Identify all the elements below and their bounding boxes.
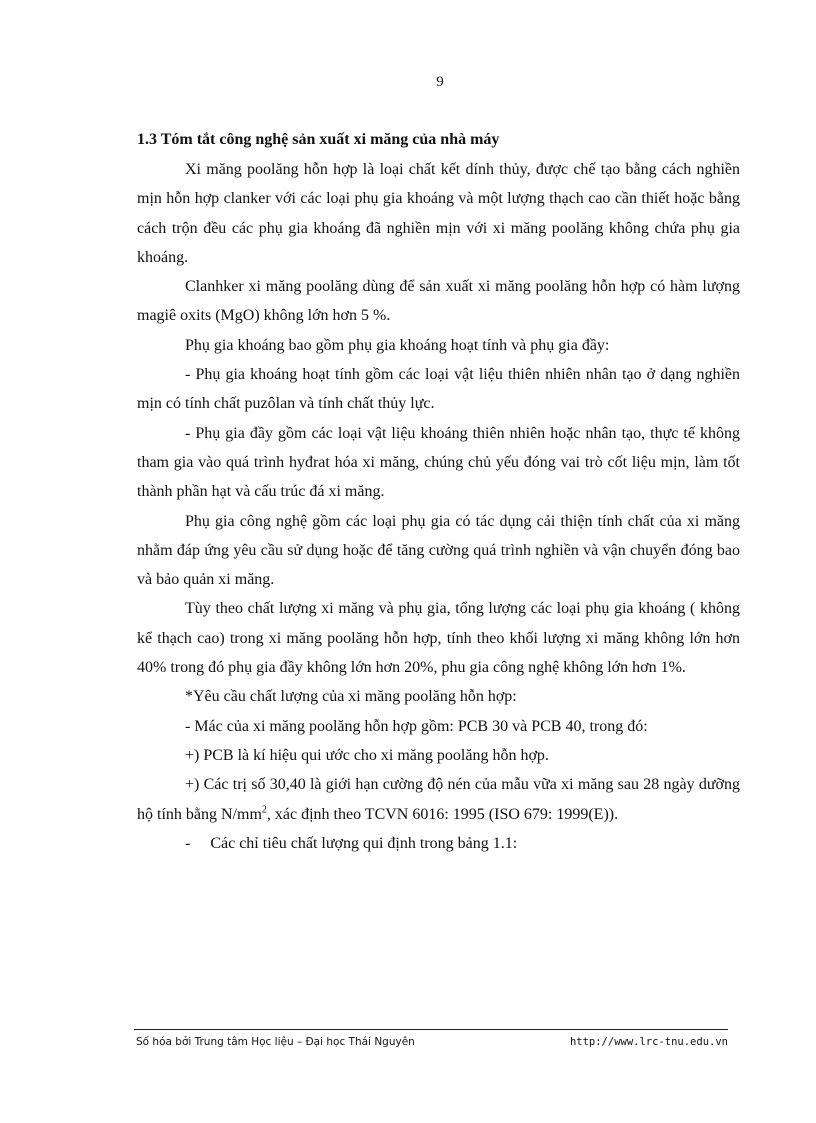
page-number: 9 xyxy=(436,74,444,90)
body-text xyxy=(137,155,740,858)
footer-url: http://www.lrc-tnu.edu.vn xyxy=(569,1036,728,1048)
paragraph: Phụ gia khoáng bao gồm phụ gia khoáng hoạt tính và phụ gia đầy: xyxy=(185,336,610,354)
list-item-text: Các chỉ tiêu chất lượng qui định trong bảng 1.1: xyxy=(210,834,518,852)
strength-text-before: +) Các trị số 30,40 là giới hạn cường độ nén của mẫu vữa xi măng sau 28 ngày dưỡng hộ tính bằng N/mm xyxy=(137,776,740,823)
paragraph: - Phụ gia đầy gồm các loại vật liệu khoáng thiên nhiên hoặc nhân tạo, thực tế không tham gia vào quá trình hyđrat hóa xi măng, chúng chủ yếu đóng vai trò cốt liệu mịn, làm tốt thành phần hạt và cấu trúc đá xi măng. xyxy=(137,424,740,501)
paragraph: *Yêu cầu chất lượng của xi măng poolăng hỗn hợp: xyxy=(185,688,517,706)
strength-text-after: , xác định theo TCVN 6016: 1995 (ISO 679: 1999(E)). xyxy=(266,805,619,823)
paragraph: +) PCB là kí hiệu qui ước cho xi măng poolăng hỗn hợp. xyxy=(185,746,549,764)
paragraph: - Mác của xi măng poolăng hỗn hợp gồm: PCB 30 và PCB 40, trong đó: xyxy=(185,717,648,735)
footer-source: Số hóa bởi Trung tâm Học liệu – Đại học Thái Nguyên xyxy=(136,1036,415,1048)
paragraph: - Phụ gia khoáng hoạt tính gồm các loại vật liệu thiên nhiên nhân tạo ở dạng nghiền mịn có tính chất puzôlan và tính chất thủy lực. xyxy=(137,366,740,413)
paragraph: Clanhker xi măng poolăng dùng để sản xuất xi măng poolăng hỗn hợp có hàm lượng magiê oxits (MgO) không lớn hơn 5 %. xyxy=(137,278,740,325)
paragraph: Xi măng poolăng hỗn hợp là loại chất kết dính thủy, được chế tạo bằng cách nghiền mịn hỗn hợp clanker với các loại phụ gia khoáng và một lượng thạch cao cần thiết hoặc bằng cách trộn đều các phụ gia khoáng đã nghiền mịn với xi măng poolăng không chứa phụ gia khoáng. xyxy=(137,161,740,266)
strength-paragraph xyxy=(137,770,740,829)
paragraph: Tùy theo chất lượng xi măng và phụ gia, tổng lượng các loại phụ gia khoáng ( không kể thạch cao) trong xi măng poolăng hỗn hợp, tính theo khối lượng xi măng không lớn hơn 40% trong đó phụ gia đầy không lớn hơn 20%, phu gia công nghệ không lớn hơn 1%. xyxy=(137,600,740,677)
list-item xyxy=(137,829,740,858)
paragraph: Phụ gia công nghệ gồm các loại phụ gia có tác dụng cải thiện tính chất của xi măng nhằm đáp ứng yêu cầu sử dụng hoặc để tăng cường quá trình nghiền và vận chuyển đóng bao và bảo quản xi măng. xyxy=(137,512,740,589)
footer-divider xyxy=(134,1029,728,1030)
dash-marker: - xyxy=(185,834,191,852)
section-heading: 1.3 Tóm tắt công nghệ sản xuất xi măng của nhà máy xyxy=(137,131,500,148)
superscript: 2 xyxy=(261,804,267,816)
